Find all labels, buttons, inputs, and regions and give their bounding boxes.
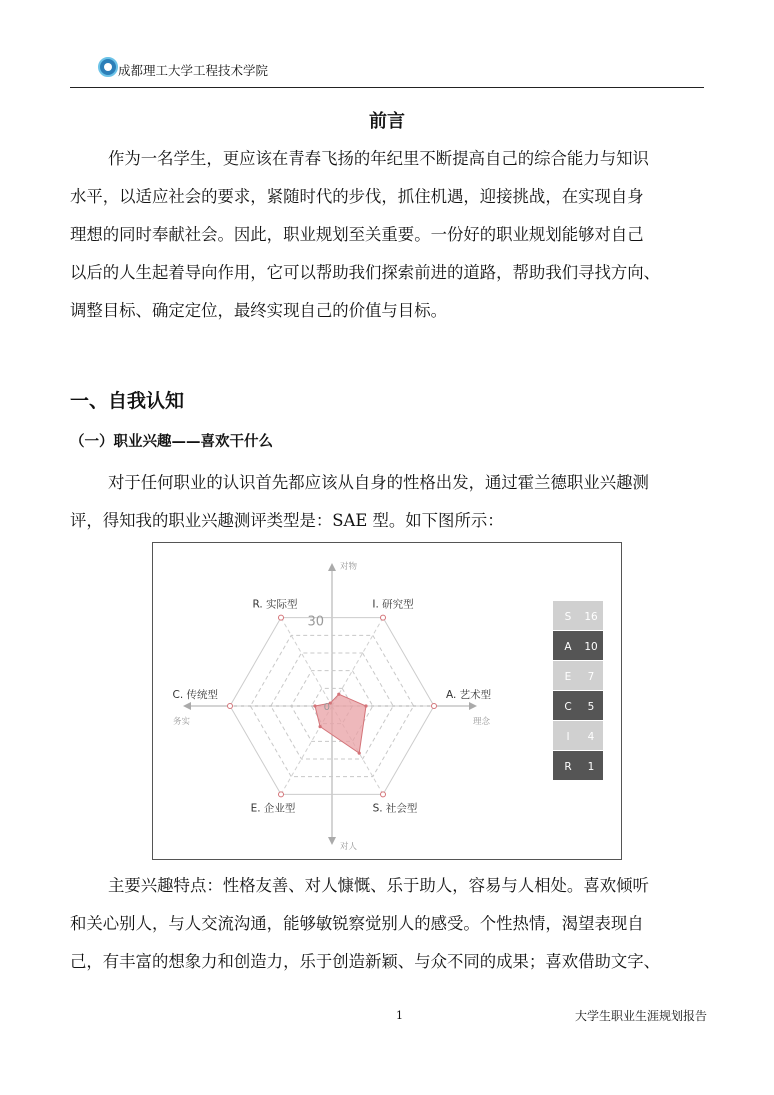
- score-code: S: [564, 611, 572, 623]
- data-point: [358, 752, 361, 755]
- section-heading: 一、自我认知: [70, 390, 185, 412]
- subsection-heading: （一）职业兴趣——喜欢干什么: [70, 434, 273, 450]
- data-point: [319, 725, 322, 728]
- score-code: E: [564, 671, 572, 683]
- vertex-dot: [279, 792, 284, 797]
- page-number: 1: [396, 1009, 403, 1022]
- paragraph-line: 水平，以适应社会的要求，紧随时代的步伐，抓住机遇，迎接挑战，在实现自身: [70, 187, 644, 206]
- paragraph-line: 以后的人生起着导向作用，它可以帮助我们探索前进的道路，帮助我们寻找方向、: [70, 263, 661, 282]
- paragraph-line: 作为一名学生，更应该在青春飞扬的年纪里不断提高自己的综合能力与知识: [108, 149, 649, 168]
- radar-spoke: [332, 618, 383, 706]
- direction-label-top: 对物: [340, 562, 358, 572]
- paragraph-line: 和关心别人，与人交流沟通，能够敏锐察觉别人的感受。个性热情，渴望表现自: [70, 914, 644, 933]
- paragraph-line: 评，得知我的职业兴趣测评类型是：SAE 型。如下图所示：: [70, 511, 504, 530]
- paragraph-line: 对于任何职业的认识首先都应该从自身的性格出发，通过霍兰德职业兴趣测: [108, 473, 649, 492]
- vertex-dot: [381, 792, 386, 797]
- data-point: [364, 704, 367, 707]
- axis-label: S. 社会型: [372, 802, 418, 815]
- school-logo-icon: [98, 57, 118, 77]
- score-value: 5: [587, 701, 595, 713]
- school-name: 成都理工大学工程技术学院: [118, 63, 269, 78]
- arrow-up-icon: [328, 563, 336, 571]
- radar-svg: [153, 543, 620, 858]
- vertex-dot: [432, 704, 437, 709]
- paragraph-line: 调整目标、确定定位，最终实现自己的价值与目标。: [70, 301, 447, 320]
- axis-label: I. 研究型: [372, 598, 414, 611]
- data-point: [313, 704, 316, 707]
- direction-label-bottom: 对人: [340, 842, 358, 852]
- score-value: 4: [587, 731, 595, 743]
- score-code: C: [564, 701, 572, 713]
- score-value: 10: [584, 641, 598, 653]
- score-code: R: [564, 761, 572, 773]
- scale-label-max: 30: [307, 614, 324, 630]
- vertex-dot: [381, 615, 386, 620]
- vertex-dot: [279, 615, 284, 620]
- paragraph-line: 理想的同时奉献社会。因此，职业规划至关重要。一份好的职业规划能够对自己: [70, 225, 644, 244]
- score-code: A: [564, 641, 572, 653]
- vertex-dot: [228, 704, 233, 709]
- score-cell: [553, 691, 603, 720]
- paragraph-line: 主要兴趣特点：性格友善、对人慷慨、乐于助人，容易与人相处。喜欢倾听: [108, 876, 649, 895]
- axis-label: R. 实际型: [252, 598, 298, 611]
- radar-spoke: [281, 618, 332, 706]
- footer-title: 大学生职业生涯规划报告: [575, 1009, 708, 1023]
- score-cell: [553, 661, 603, 690]
- score-value: 7: [587, 671, 595, 683]
- score-cell: [553, 751, 603, 780]
- holland-radar-chart: [152, 542, 622, 860]
- score-value: 16: [584, 611, 598, 623]
- paragraph-line: 己，有丰富的想象力和创造力，乐于创造新颖、与众不同的成果；喜欢借助文字、: [70, 952, 661, 971]
- preface-title: 前言: [369, 111, 405, 132]
- direction-label-right: 理念: [473, 717, 491, 727]
- scale-label-zero: 0: [323, 702, 330, 713]
- arrow-down-icon: [328, 837, 336, 845]
- data-point: [337, 693, 340, 696]
- score-cell: [553, 721, 603, 750]
- page-header: [98, 55, 704, 89]
- score-value: 1: [587, 761, 595, 773]
- arrow-right-icon: [469, 702, 477, 710]
- axis-label: E. 企业型: [250, 802, 296, 815]
- axis-label: A. 艺术型: [446, 689, 492, 701]
- score-code: I: [566, 731, 570, 743]
- axis-label: C. 传统型: [172, 689, 218, 701]
- direction-label-left: 务实: [173, 717, 191, 727]
- header-rule: [70, 87, 704, 88]
- arrow-left-icon: [183, 702, 191, 710]
